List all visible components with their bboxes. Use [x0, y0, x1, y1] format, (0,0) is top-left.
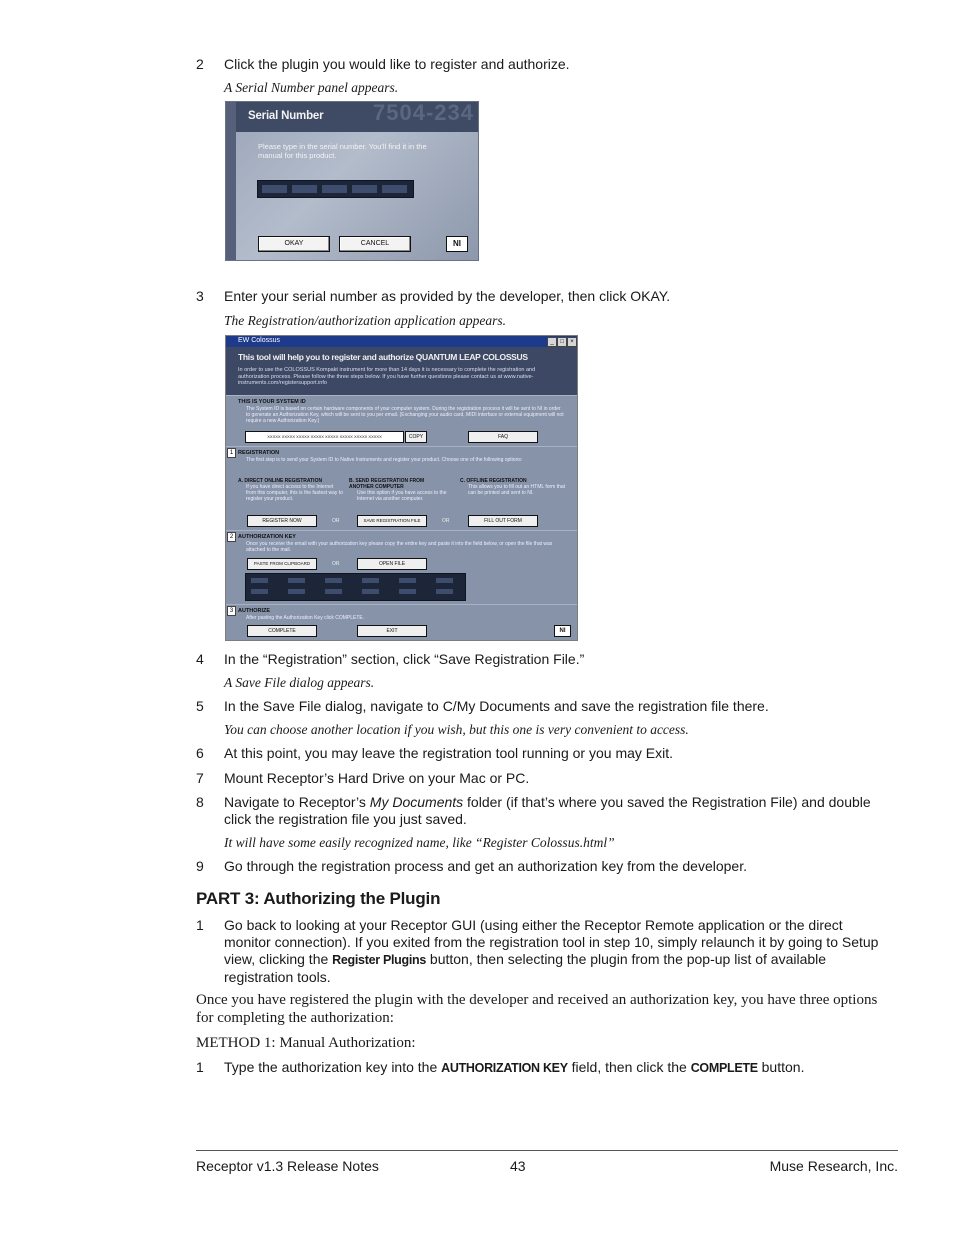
- step-text: Mount Receptor’s Hard Drive on your Mac or PC.: [224, 770, 530, 786]
- faq-button[interactable]: FAQ: [468, 431, 538, 443]
- ew-header-title: This tool will help you to register and authorize QUANTUM LEAP COLOSSUS: [238, 352, 528, 362]
- authorization-key-term: AUTHORIZATION KEY: [441, 1061, 568, 1075]
- step-number: 9: [196, 858, 204, 874]
- section-number: 2: [227, 532, 236, 542]
- page-number: 43: [510, 1158, 526, 1174]
- option-b-title: B. SEND REGISTRATION FROM ANOTHER COMPUTER: [349, 478, 425, 490]
- minimize-icon[interactable]: _: [547, 337, 557, 347]
- step-text: In the “Registration” section, click “Save Registration File.”: [224, 651, 585, 667]
- section-heading: PART 3: Authorizing the Plugin: [196, 889, 441, 908]
- step-number: 3: [196, 288, 204, 304]
- step-text: Type the authorization key into the AUTHORIZATION KEY field, then click the COMPLETE button.: [224, 1059, 805, 1075]
- authorize-text: After pasting the Authorization Key click COMPLETE.: [246, 615, 365, 621]
- section-number: 3: [227, 606, 236, 616]
- step-number: 7: [196, 770, 204, 786]
- complete-button[interactable]: COMPLETE: [247, 625, 317, 637]
- body-paragraph: Once you have registered the plugin with the developer and received an authorization key, you have three options for completing the authorization:: [196, 992, 878, 1026]
- folder-name: My Documents: [369, 794, 464, 810]
- complete-term: COMPLETE: [690, 1061, 758, 1075]
- option-a-title: A. DIRECT ONLINE REGISTRATION: [238, 478, 323, 484]
- serial-panel-watermark: 7504-234: [373, 101, 474, 125]
- serial-panel-instructions: Please type in the serial number. You'll find it in the manual for this product.: [258, 142, 427, 160]
- step-text: Click the plugin you would like to register and authorize.: [224, 56, 570, 72]
- step-text: Enter your serial number as provided by the developer, then click OKAY.: [224, 288, 671, 304]
- cancel-button[interactable]: CANCEL: [339, 236, 411, 252]
- option-a-text: If you have direct access to the Internet from this computer, this is the fastest way to register your product.: [246, 484, 343, 502]
- section-number: 1: [227, 448, 236, 458]
- system-id-field[interactable]: XXXXX XXXXX XXXXX XXXXX XXXXX XXXXX XXXXX XXXXX: [245, 431, 404, 443]
- option-b-text: Use this option if you have access to the Internet via another computer.: [357, 490, 447, 502]
- registration-section: [226, 446, 577, 531]
- okay-button[interactable]: OKAY: [258, 236, 330, 252]
- window-title: EW Colossus: [238, 337, 281, 344]
- system-id-section: [226, 395, 577, 447]
- footer-company: Muse Research, Inc.: [769, 1158, 898, 1174]
- step-note: It will have some easily recognized name, like “Register Colossus.html”: [224, 835, 615, 850]
- step-text: Go through the registration process and get an authorization key from the developer.: [224, 858, 747, 874]
- step-number: 1: [196, 917, 204, 933]
- save-registration-file-button[interactable]: SAVE REGISTRATION FILE: [357, 515, 427, 527]
- step-note: A Serial Number panel appears.: [224, 80, 399, 95]
- ew-header: [226, 347, 577, 395]
- window-titlebar: [226, 336, 577, 347]
- step-number: 4: [196, 651, 204, 667]
- step-text: In the Save File dialog, navigate to C/My Documents and save the registration file there.: [224, 698, 769, 714]
- register-plugins-term: Register Plugins: [332, 953, 427, 967]
- step-number: 5: [196, 698, 204, 714]
- ni-logo: NI: [446, 236, 468, 252]
- exit-button[interactable]: EXIT: [357, 625, 427, 637]
- open-file-button[interactable]: OPEN FILE: [357, 558, 427, 570]
- step-number: 6: [196, 745, 204, 761]
- ew-colossus-window: [225, 335, 578, 641]
- step-number: 8: [196, 794, 204, 810]
- system-id-label: THIS IS YOUR SYSTEM ID: [238, 399, 306, 405]
- footer-divider: [196, 1150, 898, 1151]
- serial-panel-header: [236, 102, 478, 132]
- serial-number-panel: [225, 101, 479, 261]
- step-number: 2: [196, 56, 204, 72]
- system-id-text: The System ID is based on certain hardware components of your computer system. During the registration process it will be sent to NI in order to generate an Authorization Key, which will be sent to you per email. (Exchanging your audio card, MIDI interface or external equipment will not require a new Authorization Key.): [246, 406, 564, 424]
- step-note: A Save File dialog appears.: [224, 675, 375, 690]
- registration-label: REGISTRATION: [238, 450, 280, 456]
- step-text: Go back to looking at your Receptor GUI (using either the Receptor Remote application or the direct monitor connection). If you exited from the registration tool in step 10, simply relaunch it by going to Setup view, clicking the Register Plugins button, then selecting the plugin from the pop-up list of available registration tools.: [224, 917, 879, 985]
- or-label: OR: [442, 518, 450, 524]
- copy-button[interactable]: COPY: [405, 431, 427, 443]
- authorization-key-text: Once you receive the email with your authorization key please copy the entire key and paste it into the field below, or open the file that was attached to the mail.: [246, 541, 553, 553]
- authorize-section: [226, 604, 577, 641]
- step-number: 1: [196, 1059, 204, 1075]
- or-label: OR: [332, 518, 340, 524]
- paste-from-clipboard-button[interactable]: PASTE FROM CLIPBOARD: [247, 558, 317, 570]
- step-note: You can choose another location if you wish, but this one is very convenient to access.: [224, 722, 689, 737]
- authorize-label: AUTHORIZE: [238, 608, 271, 614]
- fill-out-form-button[interactable]: FILL OUT FORM: [468, 515, 538, 527]
- step-note: The Registration/authorization application appears.: [224, 313, 507, 328]
- authorization-key-input[interactable]: [245, 573, 466, 601]
- step-text: Navigate to Receptor’s My Documents folder (if that’s where you saved the Registration File) and double click the registration file you just saved.: [224, 794, 871, 827]
- ew-header-text: In order to use the COLOSSUS Kompakt instrument for more than 14 days it is necessary to complete the registration and authorization process. Please follow the three steps below. If you have further questions please contact us at www.native-instruments.com/registersupport.info: [238, 367, 536, 386]
- maximize-icon[interactable]: □: [557, 337, 567, 347]
- option-c-title: C. OFFLINE REGISTRATION: [460, 478, 527, 484]
- or-label: OR: [332, 561, 340, 567]
- close-icon[interactable]: ×: [567, 337, 577, 347]
- registration-text: The first step is to send your System ID to Native Instruments and register your product. Choose one of the following options:: [246, 457, 523, 463]
- serial-panel-title: Serial Number: [248, 110, 324, 122]
- authorization-key-label: AUTHORIZATION KEY: [238, 534, 296, 540]
- serial-number-input[interactable]: [257, 180, 414, 198]
- option-c-text: This allows you to fill out an HTML form that can be printed and sent to NI.: [468, 484, 566, 496]
- step-text: At this point, you may leave the registration tool running or you may Exit.: [224, 745, 674, 761]
- register-now-button[interactable]: REGISTER NOW: [247, 515, 317, 527]
- ni-logo: NI: [554, 625, 571, 637]
- footer-doc-title: Receptor v1.3 Release Notes: [196, 1158, 379, 1174]
- method-heading: METHOD 1: Manual Authorization:: [196, 1035, 416, 1051]
